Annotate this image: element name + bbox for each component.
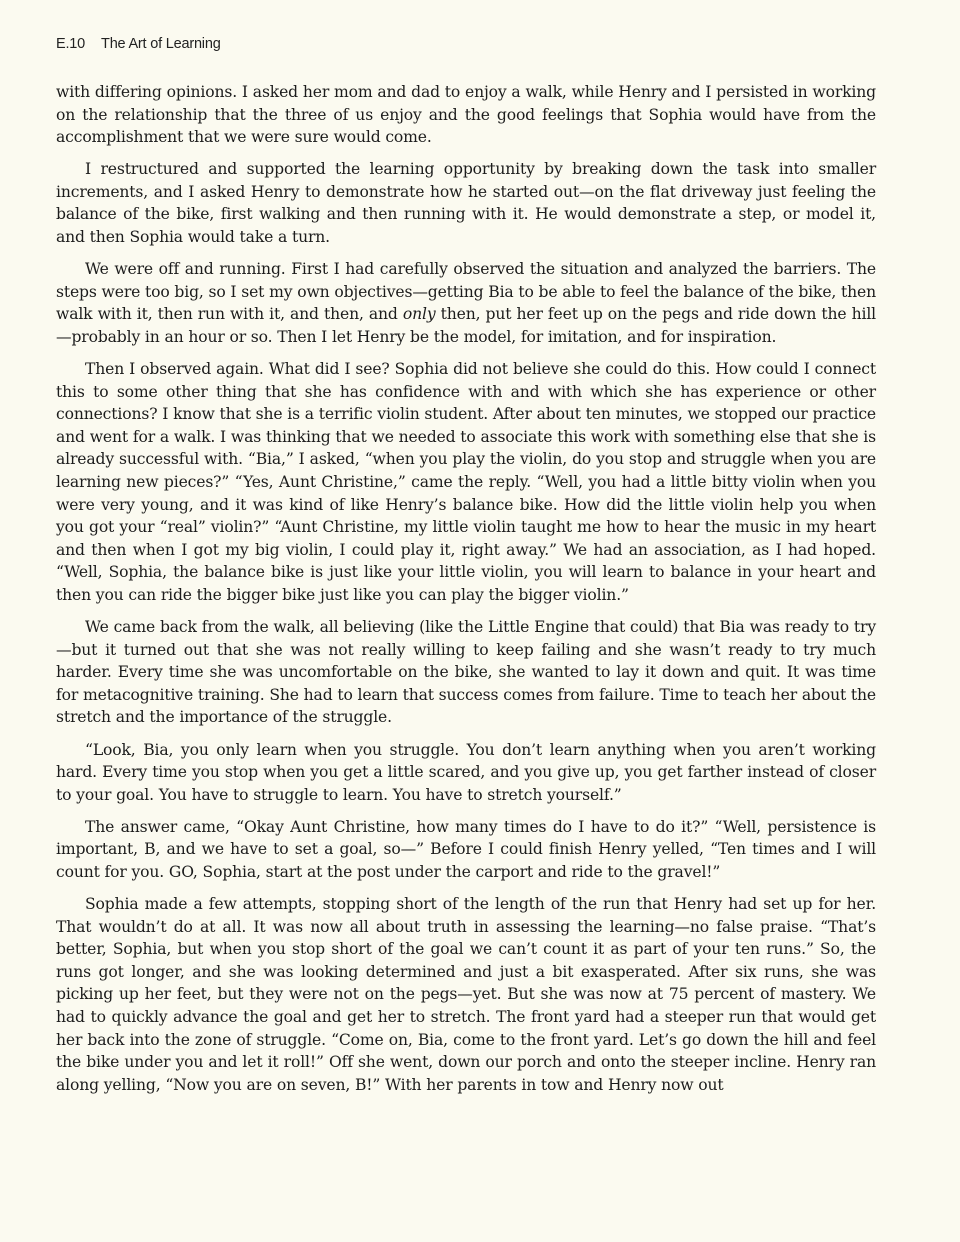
paragraph-6: “Look, Bia, you only learn when you struggle. You don’t learn anything when you aren’t working hard. Every time you stop when you get a little scared, and you give up, you get farther instead of closer to your goal. You have to struggle to learn. You have to stretch yourself.” xyxy=(56,740,876,804)
paragraph-3-text-before: We were off and running. First I had carefully observed the situation and analyzed the barriers. The steps were too big, so I set my own objectives—getting Bia to be able to feel the balance of the bike, then walk with it, then run with it, and then, and xyxy=(56,260,876,324)
running-head xyxy=(56,34,876,54)
paragraph-1: with differing opinions. I asked her mom and dad to enjoy a walk, while Henry and I persisted in working on the relationship that the three of us enjoy and the good feelings that Sophia would have from the accomplishment that we were sure would come. xyxy=(56,83,876,147)
paragraph-3-text-after: then, put her feet up on the pegs and ride down the hill—probably in an hour or so. Then I let Henry be the model, for imitation, and for inspiration. xyxy=(56,305,876,346)
paragraph-4: Then I observed again. What did I see? Sophia did not believe she could do this. How could I connect this to some other thing that she has confidence with and with which she has experience or other connections? I know that she is a terrific violin student. After about ten minutes, we stopped our practice and went for a walk. I was thinking that we needed to associate this work with something else that she is already successful with. “Bia,” I asked, “when you play the violin, do you stop and struggle when you are learning new pieces?” “Yes, Aunt Christine,” came the reply. “Well, you had a little bitty violin when you were very young, and it was kind of like Henry’s balance bike. How did the little violin help you when you got your “real” violin?” “Aunt Christine, my little violin taught me how to hear the music in my heart and then when I got my big violin, I could play it, right away.” We had an association, as I had hoped. “Well, Sophia, the balance bike is just like your little violin, you will learn to balance in your heart and then you can ride the bigger bike just like you can play the bigger violin.” xyxy=(56,360,876,604)
paragraph-8: Sophia made a few attempts, stopping short of the length of the run that Henry had set up for her. That wouldn’t do at all. It was now all about truth in assessing the learning—no false praise. “That’s better, Sophia, but when you stop short of the goal we can’t count it as part of your ten runs.” So, the runs got longer, and she was looking determined and just a bit exasperated. After six runs, she was picking up her feet, but they were not on the pegs—yet. But she was now at 75 percent of mastery. We had to quickly advance the goal and get her to stretch. The front yard had a steeper run that would get her back into the zone of struggle. “Come on, Bia, come to the front yard. Let’s go down the hill and feel the bike under you and let it roll!” Off she went, down our porch and onto the steeper incline. Henry ran along yelling, “Now you are on seven, B!” With her parents in tow and Henry now out xyxy=(56,895,876,1094)
running-title: The Art of Learning xyxy=(101,36,221,52)
paragraph-7: The answer came, “Okay Aunt Christine, how many times do I have to do it?” “Well, persistence is important, B, and we have to set a goal, so—” Before I could finish Henry yelled, “Ten times and I will count for you. GO, Sophia, start at the post under the carport and ride to the gravel!” xyxy=(56,817,876,881)
emphasized-word: only xyxy=(402,305,436,324)
paragraph-5: We came back from the walk, all believing (like the Little Engine that could) that Bia was ready to try—but it turned out that she was not really willing to keep failing and she wasn’t ready to try much harder. Every time she was uncomfortable on the bike, she wanted to lay it down and quit. It was time for metacognitive training. She had to learn that success comes from failure. Time to teach her about the stretch and the importance of the struggle. xyxy=(56,618,876,727)
body-text xyxy=(56,81,876,1096)
paragraph-2: I restructured and supported the learning opportunity by breaking down the task into smaller increments, and I asked Henry to demonstrate how he started out—on the flat driveway just feeling the balance of the bike, first walking and then running with it. He would demonstrate a step, or model it, and then Sophia would take a turn. xyxy=(56,160,876,247)
page-number: E.10 xyxy=(56,36,86,52)
paragraph-3 xyxy=(56,258,876,348)
